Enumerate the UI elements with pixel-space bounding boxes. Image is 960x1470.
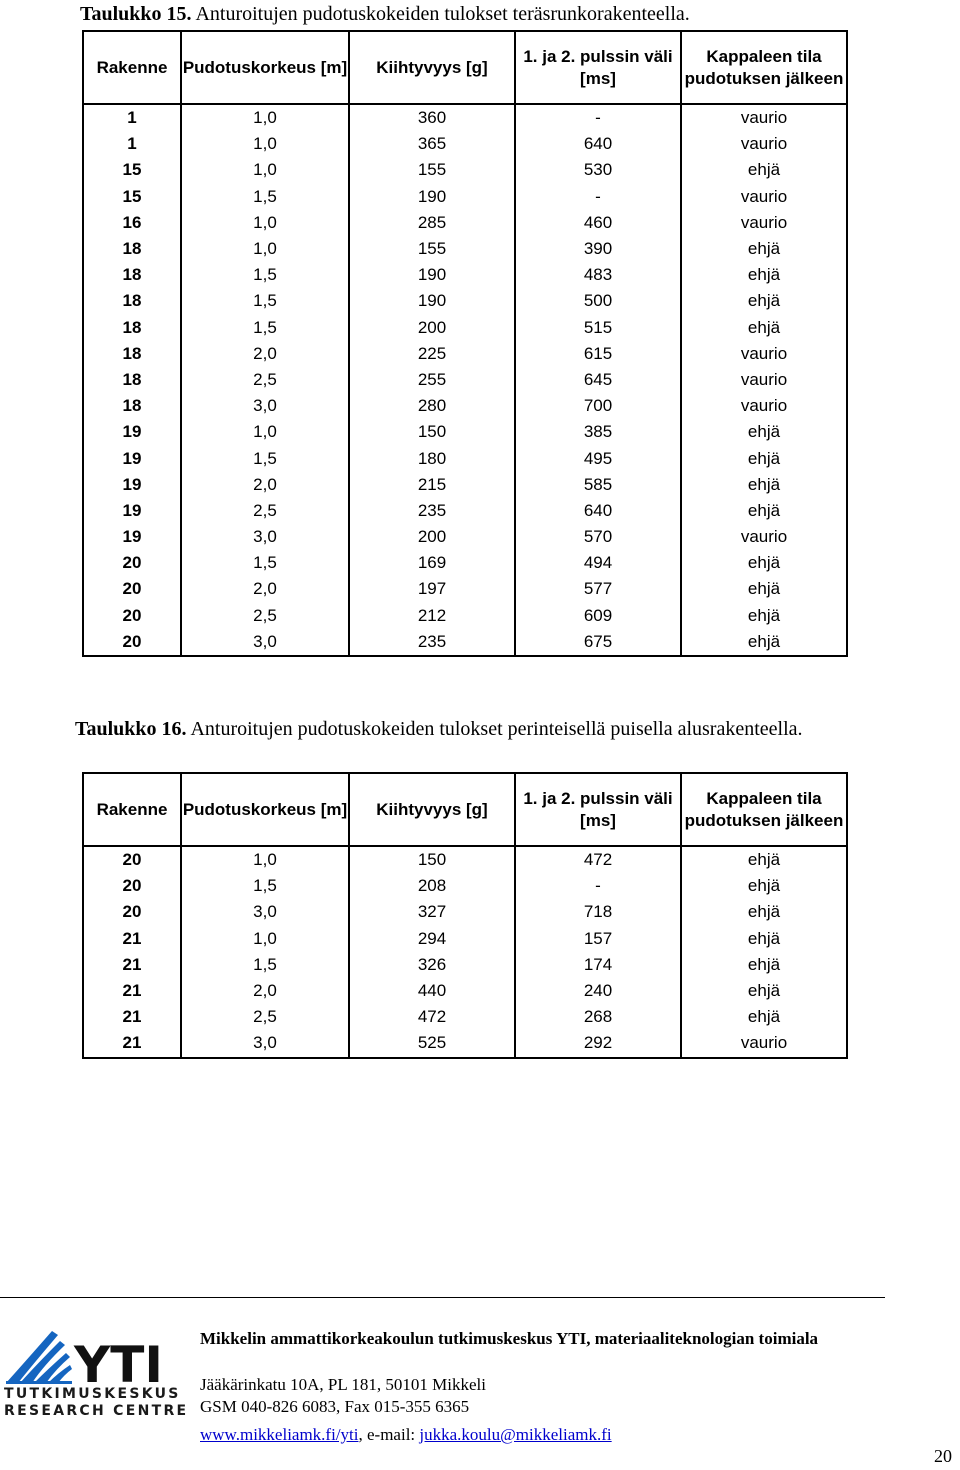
table15-header-4: Kappaleen tila pudotuksen jälkeen xyxy=(681,31,847,104)
table-row xyxy=(83,210,847,236)
table-cell: 2,5 xyxy=(181,498,349,524)
table-cell: vaurio xyxy=(681,131,847,157)
table-cell: 19 xyxy=(83,498,181,524)
footer-address: Jääkärinkatu 10A, PL 181, 50101 Mikkeli xyxy=(200,1375,486,1394)
table-cell: 645 xyxy=(515,367,681,393)
table-cell: 20 xyxy=(83,550,181,576)
table-cell: 700 xyxy=(515,393,681,419)
table-cell: 390 xyxy=(515,236,681,262)
table-cell: 3,0 xyxy=(181,629,349,656)
table-cell: 240 xyxy=(515,978,681,1004)
table-cell: ehjä xyxy=(681,498,847,524)
table-cell: 215 xyxy=(349,472,515,498)
table-cell: 285 xyxy=(349,210,515,236)
table-cell: 1,5 xyxy=(181,445,349,471)
table16-header-3: 1. ja 2. pulssin väli [ms] xyxy=(515,773,681,846)
table-cell: 174 xyxy=(515,952,681,978)
table-cell: 18 xyxy=(83,288,181,314)
table-row xyxy=(83,576,847,602)
table-cell: 1,5 xyxy=(181,262,349,288)
table-row xyxy=(83,131,847,157)
table-cell: 440 xyxy=(349,978,515,1004)
table-cell: 190 xyxy=(349,288,515,314)
table-cell: 18 xyxy=(83,262,181,288)
page-number: 20 xyxy=(934,1446,952,1466)
table-row xyxy=(83,472,847,498)
table-cell: 577 xyxy=(515,576,681,602)
table-cell: 615 xyxy=(515,341,681,367)
table-cell: 1,0 xyxy=(181,419,349,445)
logo-line-1: TUTKIMUSKESKUS xyxy=(4,1386,181,1402)
table-cell: 718 xyxy=(515,899,681,925)
table-16-caption-text: Anturoitujen pudotuskokeiden tulokset perinteisellä puisella alusrakenteella. xyxy=(186,718,803,740)
table-row xyxy=(83,873,847,899)
table-cell: ehjä xyxy=(681,978,847,1004)
table-cell: 515 xyxy=(515,315,681,341)
table-cell: 20 xyxy=(83,873,181,899)
table-cell: 235 xyxy=(349,498,515,524)
table-cell: ehjä xyxy=(681,899,847,925)
table-row xyxy=(83,524,847,550)
table-cell: 2,5 xyxy=(181,1004,349,1030)
footer-divider xyxy=(0,1297,885,1298)
table-cell: ehjä xyxy=(681,550,847,576)
table-cell: 1,5 xyxy=(181,550,349,576)
table-row xyxy=(83,367,847,393)
table-cell: vaurio xyxy=(681,341,847,367)
table-cell: vaurio xyxy=(681,210,847,236)
table-cell: ehjä xyxy=(681,926,847,952)
footer-organization: Mikkelin ammattikorkeakoulun tutkimuskeskus YTI, materiaaliteknologian toimiala xyxy=(200,1329,819,1348)
table-cell: 495 xyxy=(515,445,681,471)
table-16-caption-label: Taulukko 16. xyxy=(75,718,187,740)
table-cell: 15 xyxy=(83,157,181,183)
table-cell: 235 xyxy=(349,629,515,656)
logo-line-2: RESEARCH CENTRE xyxy=(4,1403,189,1419)
table-cell: 268 xyxy=(515,1004,681,1030)
table-row xyxy=(83,978,847,1004)
table-cell: 585 xyxy=(515,472,681,498)
table-cell: 2,0 xyxy=(181,341,349,367)
table-cell: 1 xyxy=(83,131,181,157)
email-label: , e-mail: xyxy=(358,1425,420,1444)
table-cell: 225 xyxy=(349,341,515,367)
table-cell: 3,0 xyxy=(181,524,349,550)
table-15-caption xyxy=(80,3,940,26)
table-cell: ehjä xyxy=(681,1004,847,1030)
table16-header-4: Kappaleen tila pudotuksen jälkeen xyxy=(681,773,847,846)
table-cell: 157 xyxy=(515,926,681,952)
table-cell: 21 xyxy=(83,1004,181,1030)
table-cell: 294 xyxy=(349,926,515,952)
table-cell: 1,0 xyxy=(181,104,349,131)
table15-header-2: Kiihtyvyys [g] xyxy=(349,31,515,104)
table-row xyxy=(83,498,847,524)
table-cell: 18 xyxy=(83,393,181,419)
table-row xyxy=(83,1004,847,1030)
table-row xyxy=(83,550,847,576)
table-cell: 16 xyxy=(83,210,181,236)
table-cell: 150 xyxy=(349,846,515,873)
table-row xyxy=(83,315,847,341)
table-row xyxy=(83,419,847,445)
table-15-caption-text: Anturoitujen pudotuskokeiden tulokset teräsrunkorakenteella. xyxy=(191,3,690,25)
table-cell: 472 xyxy=(515,846,681,873)
table-16-caption xyxy=(75,718,815,741)
table-15-body xyxy=(83,104,847,656)
table-cell: 365 xyxy=(349,131,515,157)
table-cell: 292 xyxy=(515,1030,681,1057)
table-cell: ehjä xyxy=(681,236,847,262)
table-row xyxy=(83,445,847,471)
email-link[interactable]: jukka.koulu@mikkeliamk.fi xyxy=(419,1425,612,1444)
table16-header-0: Rakenne xyxy=(83,773,181,846)
table-cell: 155 xyxy=(349,157,515,183)
table-cell: ehjä xyxy=(681,445,847,471)
table-cell: 19 xyxy=(83,472,181,498)
table-cell: ehjä xyxy=(681,576,847,602)
table-cell: 360 xyxy=(349,104,515,131)
table-cell: 2,5 xyxy=(181,603,349,629)
table-cell: 190 xyxy=(349,262,515,288)
table-16 xyxy=(82,772,848,1059)
table-cell: ehjä xyxy=(681,873,847,899)
table-15-caption-label: Taulukko 15. xyxy=(80,3,192,25)
table-cell: ehjä xyxy=(681,419,847,445)
table-cell: 15 xyxy=(83,184,181,210)
table16-header-2: Kiihtyvyys [g] xyxy=(349,773,515,846)
table-cell: 155 xyxy=(349,236,515,262)
table-15-header-row xyxy=(83,31,847,104)
table-cell: 197 xyxy=(349,576,515,602)
table-cell: 169 xyxy=(349,550,515,576)
table-cell: 460 xyxy=(515,210,681,236)
table-cell: 472 xyxy=(349,1004,515,1030)
table-cell: - xyxy=(515,184,681,210)
table-cell: 255 xyxy=(349,367,515,393)
table-cell: ehjä xyxy=(681,157,847,183)
table-15 xyxy=(82,30,848,657)
table-cell: 1,5 xyxy=(181,288,349,314)
website-link[interactable]: www.mikkeliamk.fi/yti xyxy=(200,1425,359,1444)
table-cell: 19 xyxy=(83,419,181,445)
table-cell: 180 xyxy=(349,445,515,471)
table-cell: 1,5 xyxy=(181,184,349,210)
table-cell: 21 xyxy=(83,926,181,952)
table-cell: 1,5 xyxy=(181,873,349,899)
table-cell: 200 xyxy=(349,524,515,550)
table-cell: 150 xyxy=(349,419,515,445)
table-cell: ehjä xyxy=(681,629,847,656)
table-row xyxy=(83,157,847,183)
table-cell: - xyxy=(515,104,681,131)
table-cell: 326 xyxy=(349,952,515,978)
table-cell: 19 xyxy=(83,524,181,550)
table-row xyxy=(83,952,847,978)
table-cell: 212 xyxy=(349,603,515,629)
table16-header-1: Pudotuskorkeus [m] xyxy=(181,773,349,846)
table-cell: 21 xyxy=(83,978,181,1004)
table15-header-1: Pudotuskorkeus [m] xyxy=(181,31,349,104)
table-cell: vaurio xyxy=(681,367,847,393)
logo-wordmark: YTI xyxy=(74,1336,163,1394)
table-cell: 21 xyxy=(83,952,181,978)
table-cell: vaurio xyxy=(681,104,847,131)
table-cell: 2,0 xyxy=(181,576,349,602)
table-row xyxy=(83,341,847,367)
table-cell: 2,0 xyxy=(181,472,349,498)
table-cell: 2,5 xyxy=(181,367,349,393)
table-cell: 18 xyxy=(83,367,181,393)
logo-waves-icon xyxy=(6,1331,72,1384)
table-cell: ehjä xyxy=(681,603,847,629)
table-cell: 1 xyxy=(83,104,181,131)
table-cell: 20 xyxy=(83,899,181,925)
table-cell: 190 xyxy=(349,184,515,210)
table-cell: 1,5 xyxy=(181,952,349,978)
table-row xyxy=(83,288,847,314)
table-cell: 1,5 xyxy=(181,315,349,341)
table-cell: 1,0 xyxy=(181,846,349,873)
table-cell: 494 xyxy=(515,550,681,576)
footer-links xyxy=(200,1424,612,1445)
table-row xyxy=(83,603,847,629)
table-cell: ehjä xyxy=(681,262,847,288)
table-row xyxy=(83,899,847,925)
table-cell: 3,0 xyxy=(181,393,349,419)
table-cell: 20 xyxy=(83,603,181,629)
table-cell: 20 xyxy=(83,629,181,656)
table-cell: 208 xyxy=(349,873,515,899)
table-cell: vaurio xyxy=(681,1030,847,1057)
table-cell: 1,0 xyxy=(181,236,349,262)
table-cell: 21 xyxy=(83,1030,181,1057)
table-cell: 19 xyxy=(83,445,181,471)
table-cell: 500 xyxy=(515,288,681,314)
table-row xyxy=(83,262,847,288)
table15-header-0: Rakenne xyxy=(83,31,181,104)
table-cell: vaurio xyxy=(681,184,847,210)
table-cell: 483 xyxy=(515,262,681,288)
table-cell: 675 xyxy=(515,629,681,656)
table-cell: ehjä xyxy=(681,288,847,314)
table-cell: 385 xyxy=(515,419,681,445)
table-cell: 1,0 xyxy=(181,926,349,952)
table-cell: ehjä xyxy=(681,315,847,341)
table-cell: 18 xyxy=(83,341,181,367)
table-cell: 1,0 xyxy=(181,131,349,157)
table-cell: 570 xyxy=(515,524,681,550)
table-cell: 327 xyxy=(349,899,515,925)
table-row xyxy=(83,104,847,131)
table-cell: 280 xyxy=(349,393,515,419)
table15-header-3: 1. ja 2. pulssin väli [ms] xyxy=(515,31,681,104)
table-cell: 640 xyxy=(515,498,681,524)
table-row xyxy=(83,236,847,262)
table-row xyxy=(83,926,847,952)
table-cell: 3,0 xyxy=(181,1030,349,1057)
table-cell: 200 xyxy=(349,315,515,341)
table-cell: - xyxy=(515,873,681,899)
table-cell: 640 xyxy=(515,131,681,157)
table-cell: vaurio xyxy=(681,393,847,419)
table-cell: vaurio xyxy=(681,524,847,550)
table-row xyxy=(83,184,847,210)
table-cell: 1,0 xyxy=(181,210,349,236)
table-cell: ehjä xyxy=(681,846,847,873)
table-cell: 20 xyxy=(83,576,181,602)
table-16-body xyxy=(83,846,847,1058)
table-cell: 609 xyxy=(515,603,681,629)
table-cell: 3,0 xyxy=(181,899,349,925)
table-row xyxy=(83,393,847,419)
table-cell: 525 xyxy=(349,1030,515,1057)
table-cell: 1,0 xyxy=(181,157,349,183)
table-cell: 18 xyxy=(83,236,181,262)
table-row xyxy=(83,846,847,873)
table-row xyxy=(83,629,847,656)
footer-phone: GSM 040-826 6083, Fax 015-355 6365 xyxy=(200,1397,470,1416)
table-16-header-row xyxy=(83,773,847,846)
table-cell: 20 xyxy=(83,846,181,873)
table-cell: ehjä xyxy=(681,472,847,498)
table-cell: 18 xyxy=(83,315,181,341)
table-cell: 530 xyxy=(515,157,681,183)
table-row xyxy=(83,1030,847,1057)
table-cell: ehjä xyxy=(681,952,847,978)
table-cell: 2,0 xyxy=(181,978,349,1004)
